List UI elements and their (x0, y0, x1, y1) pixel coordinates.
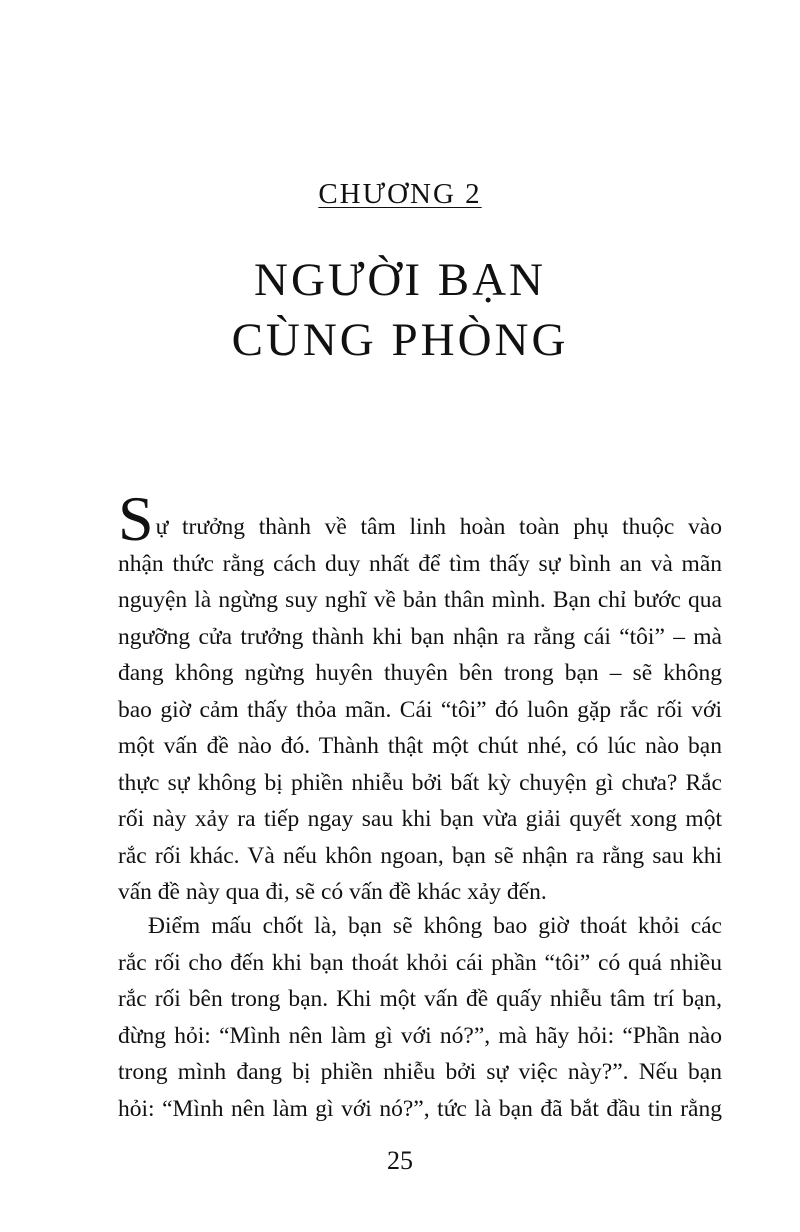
text-line (118, 483, 722, 554)
drop-cap: S (118, 483, 154, 554)
text-line: trong mình đang bị phiền nhiễu bởi sự việc này?”. Nếu bạn (118, 1059, 722, 1085)
text-line: vấn đề này qua đi, sẽ có vấn đề khác xảy đến. (118, 879, 547, 905)
chapter-title-line-1: NGƯỜI BẠN (254, 254, 546, 306)
text-line: thực sự không bị phiền nhiễu bởi bất kỳ chuyện gì chưa? Rắc (118, 769, 722, 796)
text-line: một vấn đề nào đó. Thành thật một chút nhé, có lúc nào bạn (118, 733, 722, 759)
text-line: ngưỡng cửa trưởng thành khi bạn nhận ra rằng cái “tôi” – mà (118, 623, 722, 650)
text-line: rắc rối cho đến khi bạn thoát khỏi cái phần “tôi” có quá nhiều (118, 949, 722, 976)
text-line: rắc rối bên trong bạn. Khi một vấn đề quấy nhiễu tâm trí bạn, (118, 986, 722, 1012)
page-number: 25 (387, 1146, 413, 1175)
paragraph-1 (118, 483, 722, 911)
text-line: nguyện là ngừng suy nghĩ về bản thân mình. Bạn chỉ bước qua (118, 587, 722, 613)
text-line: rắc rối khác. Và nếu khôn ngoan, bạn sẽ nhận ra rằng sau khi (118, 842, 722, 869)
text-line: đừng hỏi: “Mình nên làm gì với nó?”, mà hãy hỏi: “Phần nào (118, 1022, 722, 1049)
text-line-content: ự trưởng thành về tâm linh hoàn toàn phụ thuộc vào (155, 514, 722, 540)
chapter-title-line-2: CÙNG PHÒNG (231, 314, 569, 366)
text-line: đang không ngừng huyên thuyên bên trong bạn – sẽ không (118, 660, 722, 686)
chapter-label-text: CHƯƠNG 2 (318, 178, 482, 210)
chapter-label (0, 178, 800, 211)
text-line: rối này xảy ra tiếp ngay sau khi bạn vừa giải quyết xong một (118, 806, 722, 832)
text-line: Điểm mấu chốt là, bạn sẽ không bao giờ thoát khỏi các (148, 913, 722, 939)
text-line: nhận thức rằng cách duy nhất để tìm thấy sự bình an và mãn (118, 550, 722, 577)
text-line: bao giờ cảm thấy thỏa mãn. Cái “tôi” đó luôn gặp rắc rối với (118, 696, 722, 723)
text-line: hỏi: “Mình nên làm gì với nó?”, tức là bạn đã bắt đầu tin rằng (118, 1095, 722, 1122)
paragraph-2 (118, 908, 722, 1127)
chapter-title (0, 250, 800, 370)
